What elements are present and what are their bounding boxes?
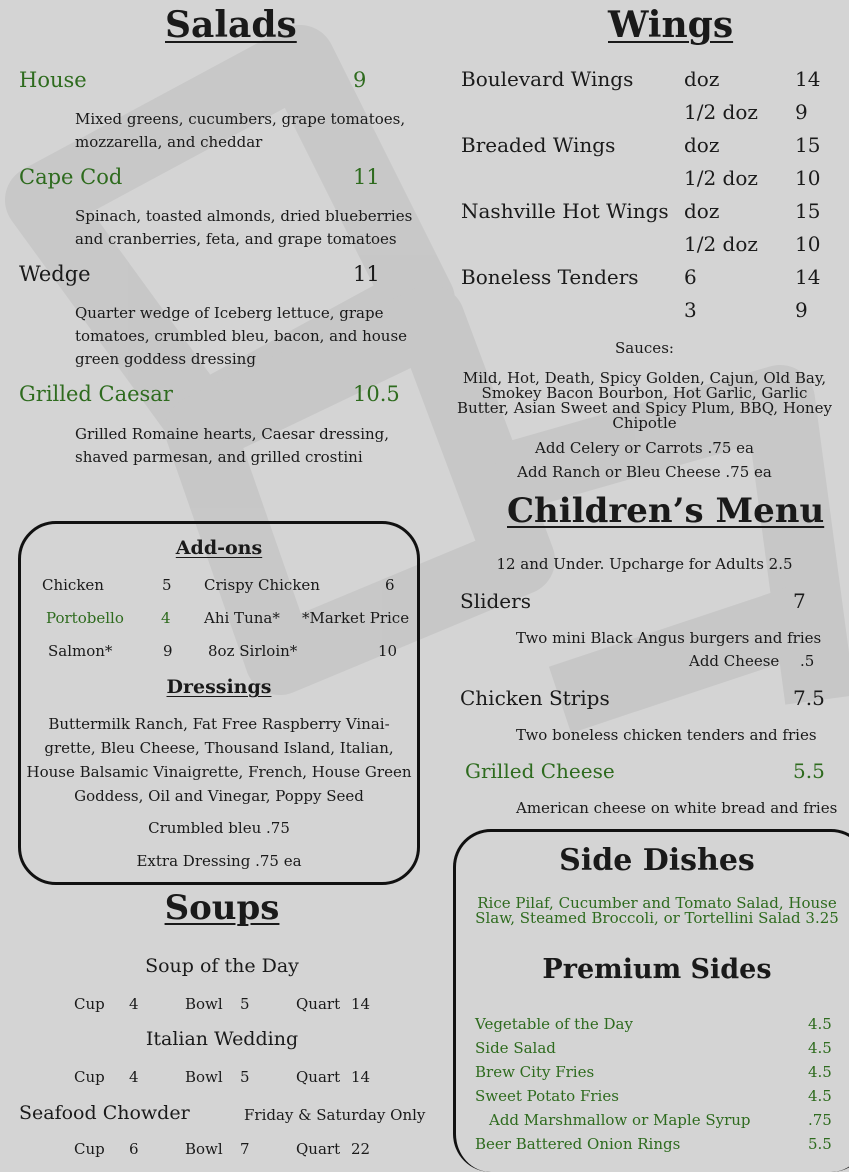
addons-title: Add-ons bbox=[175, 537, 263, 559]
wing-size: 1/2 doz bbox=[684, 232, 758, 256]
wing-price: 10 bbox=[795, 166, 821, 190]
dressings-line: grette, Bleu Cheese, Thousand Island, Italian, bbox=[44, 739, 394, 757]
soup-size: Bowl bbox=[185, 995, 223, 1013]
addon-name: Ahi Tuna* bbox=[204, 609, 280, 627]
premium-item-name: Sweet Potato Fries bbox=[475, 1087, 619, 1105]
dressings-line: House Balsamic Vinaigrette, French, House Green bbox=[26, 763, 412, 781]
wing-price: 10 bbox=[795, 232, 821, 256]
dressings-extra: Crumbled bleu .75 bbox=[148, 819, 290, 837]
premium-item-price: 4.5 bbox=[808, 1063, 832, 1081]
salad-desc: Quarter wedge of Iceberg lettuce, grape bbox=[75, 304, 384, 322]
addon-name: Salmon* bbox=[48, 642, 113, 660]
wing-price: 9 bbox=[795, 298, 808, 322]
wing-price: 9 bbox=[795, 100, 808, 124]
sides-line: Slaw, Steamed Broccoli, or Tortellini Salad 3.25 bbox=[475, 909, 839, 927]
wing-name: Nashville Hot Wings bbox=[461, 199, 669, 223]
sauces-line: Smokey Bacon Bourbon, Hot Garlic, Garlic bbox=[481, 384, 808, 402]
premium-item-name: Brew City Fries bbox=[475, 1063, 595, 1081]
soup-price: 5 bbox=[240, 995, 250, 1013]
wing-size: 3 bbox=[684, 298, 697, 322]
salad-desc: shaved parmesan, and grilled crostini bbox=[75, 448, 363, 466]
salad-desc: Grilled Romaine hearts, Caesar dressing, bbox=[75, 425, 390, 443]
soup-note: Friday & Saturday Only bbox=[244, 1106, 426, 1124]
soup-size: Quart bbox=[296, 1140, 341, 1158]
dressings-extra: Extra Dressing .75 ea bbox=[136, 852, 302, 870]
soup-price: 4 bbox=[129, 1068, 139, 1086]
wing-size: 6 bbox=[684, 265, 697, 289]
sauces-line: Chipotle bbox=[612, 414, 677, 432]
salad-name: House bbox=[19, 68, 87, 92]
salad-price: 10.5 bbox=[353, 382, 400, 406]
premium-item-price: 4.5 bbox=[808, 1039, 832, 1057]
salad-price: 9 bbox=[353, 68, 367, 92]
salad-desc: mozzarella, and cheddar bbox=[75, 133, 263, 151]
wings-add: Add Celery or Carrots .75 ea bbox=[535, 439, 754, 457]
soup-price: 14 bbox=[351, 1068, 371, 1086]
salad-desc: Spinach, toasted almonds, dried blueberries bbox=[75, 207, 413, 225]
salad-price: 11 bbox=[353, 262, 380, 286]
wings-title: Wings bbox=[608, 4, 734, 46]
wing-price: 14 bbox=[795, 265, 821, 289]
premium-item-name: Side Salad bbox=[475, 1039, 556, 1057]
soup-size: Cup bbox=[74, 995, 105, 1013]
child-item-name: Chicken Strips bbox=[460, 686, 610, 710]
wing-name: Breaded Wings bbox=[461, 133, 616, 157]
soup-size: Cup bbox=[74, 1140, 105, 1158]
salads-title: Salads bbox=[165, 4, 297, 46]
sauces-line: Mild, Hot, Death, Spicy Golden, Cajun, Old Bay, bbox=[462, 369, 827, 387]
salad-desc: green goddess dressing bbox=[75, 350, 256, 368]
addon-name: Crispy Chicken bbox=[204, 576, 320, 594]
dressings-title: Dressings bbox=[166, 676, 272, 698]
children-title: Children’s Menu bbox=[507, 491, 825, 531]
salad-desc: Mixed greens, cucumbers, grape tomatoes, bbox=[75, 110, 406, 128]
wing-name: Boulevard Wings bbox=[461, 67, 634, 91]
addon-name: 8oz Sirloin* bbox=[208, 642, 298, 660]
wing-size: doz bbox=[684, 199, 720, 223]
wing-size: 1/2 doz bbox=[684, 166, 758, 190]
wing-price: 14 bbox=[795, 67, 821, 91]
soup-size: Cup bbox=[74, 1068, 105, 1086]
child-item-desc: Two boneless chicken tenders and fries bbox=[516, 726, 817, 744]
addon-price: 9 bbox=[163, 642, 173, 660]
child-item-name: Sliders bbox=[460, 589, 531, 613]
soup-price: 7 bbox=[240, 1140, 250, 1158]
wing-price: 15 bbox=[795, 199, 821, 223]
soup-price: 22 bbox=[351, 1140, 371, 1158]
child-item-name: Grilled Cheese bbox=[465, 759, 615, 783]
soup-name: Italian Wedding bbox=[145, 1028, 299, 1050]
addon-price: 10 bbox=[378, 642, 398, 660]
salad-name: Cape Cod bbox=[19, 165, 123, 189]
children-note: 12 and Under. Upcharge for Adults 2.5 bbox=[496, 555, 793, 573]
wings-add: Add Ranch or Bleu Cheese .75 ea bbox=[517, 463, 772, 481]
salad-name: Grilled Caesar bbox=[19, 382, 173, 406]
soup-size: Quart bbox=[296, 1068, 341, 1086]
child-item-desc: American cheese on white bread and fries bbox=[516, 799, 838, 817]
sides-line: Rice Pilaf, Cucumber and Tomato Salad, House bbox=[477, 894, 837, 912]
addon-price: 6 bbox=[385, 576, 395, 594]
soup-price: 5 bbox=[240, 1068, 250, 1086]
soup-name: Seafood Chowder bbox=[19, 1102, 190, 1124]
addon-price: *Market Price bbox=[302, 609, 410, 627]
child-item-price: 5.5 bbox=[793, 759, 825, 783]
premium-item-price: .75 bbox=[808, 1111, 832, 1129]
wing-size: doz bbox=[684, 67, 720, 91]
soup-size: Bowl bbox=[185, 1068, 223, 1086]
soup-price: 6 bbox=[129, 1140, 139, 1158]
premium-title: Premium Sides bbox=[542, 954, 772, 985]
wing-name: Boneless Tenders bbox=[461, 265, 639, 289]
addon-price: 5 bbox=[162, 576, 172, 594]
soup-name: Soup of the Day bbox=[145, 955, 299, 977]
child-item-extra-price: .5 bbox=[800, 652, 815, 670]
wing-size: 1/2 doz bbox=[684, 100, 758, 124]
addon-name: Portobello bbox=[46, 609, 124, 627]
premium-item-name: Vegetable of the Day bbox=[475, 1015, 633, 1033]
child-item-extra: Add Cheese bbox=[689, 652, 780, 670]
soup-size: Quart bbox=[296, 995, 341, 1013]
soup-price: 4 bbox=[129, 995, 139, 1013]
salad-desc: and cranberries, feta, and grape tomatoes bbox=[75, 230, 397, 248]
premium-item-price: 5.5 bbox=[808, 1135, 832, 1153]
sauces-line: Butter, Asian Sweet and Spicy Plum, BBQ, Honey bbox=[457, 399, 832, 417]
salad-price: 11 bbox=[353, 165, 380, 189]
premium-item-name: Add Marshmallow or Maple Syrup bbox=[489, 1111, 751, 1129]
premium-item-name: Beer Battered Onion Rings bbox=[475, 1135, 681, 1153]
addon-name: Chicken bbox=[42, 576, 104, 594]
dressings-line: Goddess, Oil and Vinegar, Poppy Seed bbox=[74, 787, 364, 805]
child-item-price: 7.5 bbox=[793, 686, 825, 710]
wing-price: 15 bbox=[795, 133, 821, 157]
premium-item-price: 4.5 bbox=[808, 1015, 832, 1033]
soup-size: Bowl bbox=[185, 1140, 223, 1158]
salad-desc: tomatoes, crumbled bleu, bacon, and house bbox=[75, 327, 408, 345]
soup-price: 14 bbox=[351, 995, 371, 1013]
premium-item-price: 4.5 bbox=[808, 1087, 832, 1105]
wing-size: doz bbox=[684, 133, 720, 157]
soups-title: Soups bbox=[164, 888, 280, 928]
salad-name: Wedge bbox=[19, 262, 91, 286]
dressings-line: Buttermilk Ranch, Fat Free Raspberry Vinai- bbox=[48, 715, 390, 733]
child-item-price: 7 bbox=[793, 589, 806, 613]
sides-title: Side Dishes bbox=[559, 843, 755, 878]
sauces-title: Sauces: bbox=[615, 339, 674, 357]
child-item-desc: Two mini Black Angus burgers and fries bbox=[516, 629, 822, 647]
addon-price: 4 bbox=[161, 609, 171, 627]
